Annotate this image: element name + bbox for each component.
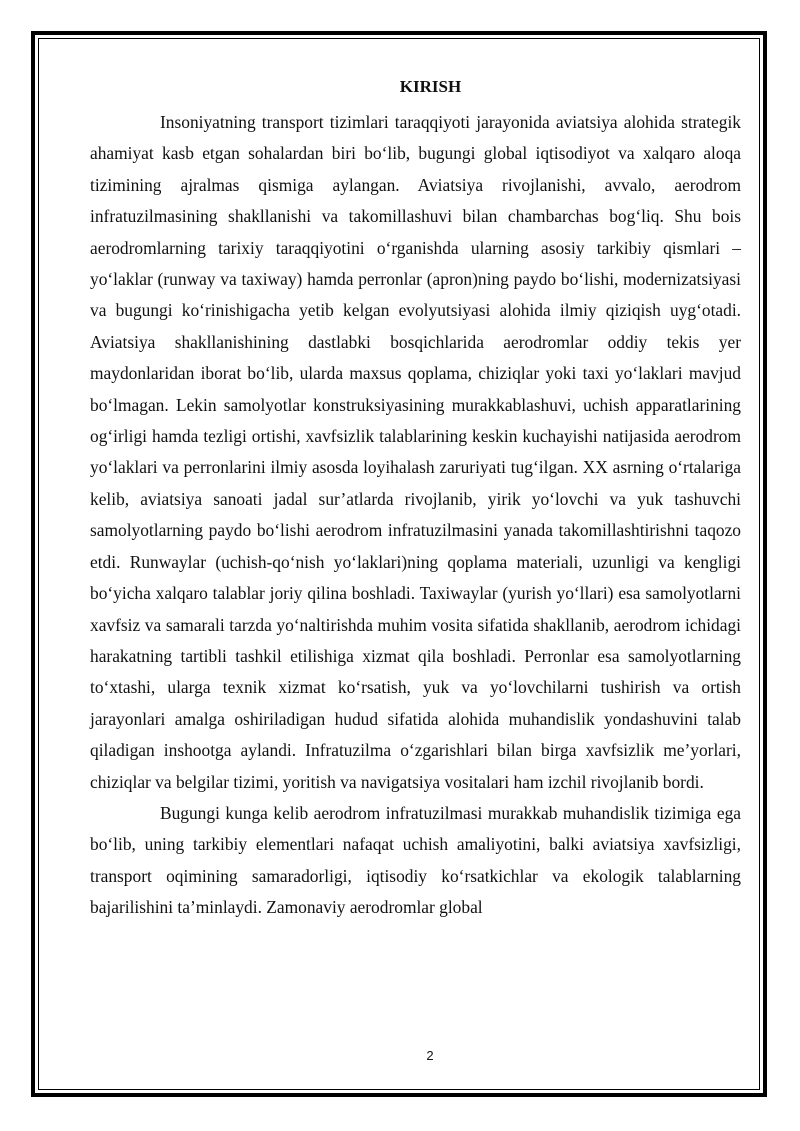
page-number: 2 (426, 1048, 434, 1063)
section-title: KIRISH (399, 77, 462, 96)
paragraph-2: Bugungi kunga kelib aerodrom infratuzilmasi murakkab muhandislik tizimiga ega bo‘lib, uning tarkibiy elementlari nafaqat uchish amaliyotini, balki aviatsiya xavfsizligi, transport oqimining samaradorligi, iqtisodiy ko‘rsatkichlar va ekologik talablarning bajarilishini ta’minlaydi. Zamonaviy aerodromlar global (90, 802, 741, 918)
paragraph-1: Insoniyatning transport tizimlari taraqqiyoti jarayonida aviatsiya alohida strategik ahamiyat kasb etgan sohalardan biri bo‘lib, bugungi global iqtisodiyot va xalqaro aloqa tizimining ajralmas qismiga aylangan. Aviatsiya rivojlanishi, avvalo, aerodrom infratuzilmasining shakllanishi va takomillashuvi bilan chambarchas bog‘liq. Shu bois aerodromlarning tarixiy taraqqiyotini o‘rganishda ularning asosiy tarkibiy qismlari – yo‘laklar (runway va taxiway) hamda perronlar (apron)ning paydo bo‘lishi, modernizatsiyasi va bugungi ko‘rinishigacha yetib kelgan evolyutsiyasi alohida ilmiy qiziqish uyg‘otadi. Aviatsiya shakllanishining dastlabki bosqichlarida aerodromlar oddiy tekis yer maydonlaridan iborat bo‘lib, ularda maxsus qoplama, chiziqlar yoki taxi yo‘laklari mavjud bo‘lmagan. Lekin samolyotlar konstruksiyasining murakkablashuvi, uchish apparatlarining og‘irligi hamda tezligi ortishi, xavfsizlik talablarining keskin kuchayishi natijasida aerodrom yo‘laklari va perronlarini ilmiy asosda loyihalash zaruriyati tug‘ilgan. XX asrning o‘rtalariga kelib, aviatsiya sanoati jadal sur’atlarda rivojlanib, yirik yo‘lovchi va yuk tashuvchi samolyotlarning paydo bo‘lishi aerodrom infratuzilmasini yanada takomillashtirishni taqozo etdi. Runwaylar (uchish-qo‘nish yo‘laklari)ning qoplama materiali, uzunligi va kengligi bo‘yicha xalqaro talablar joriy qilina boshladi. Taxiwaylar (yurish yo‘llari) esa samolyotlarni xavfsiz va samarali tarzda yo‘naltirishda muhim vosita sifatida shakllanib, aerodrom ichidagi harakatning tartibli tashkil etilishiga xizmat qila boshladi. Perronlar esa samolyotlarning to‘xtashi, ularga texnik xizmat ko‘rsatish, yuk va yo‘lovchilarni tushirish va ortish jarayonlari amalga oshiriladigan hudud sifatida alohida muhandislik yondashuvini talab qiladigan inshootga aylandi. Infratuzilma o‘zgarishlari bilan birga xavfsizlik me’yorlari, chiziqlar va belgilar tizimi, yoritish va navigatsiya vositalari ham izchil rivojlanib bordi. (90, 112, 741, 792)
document-body (90, 74, 741, 924)
